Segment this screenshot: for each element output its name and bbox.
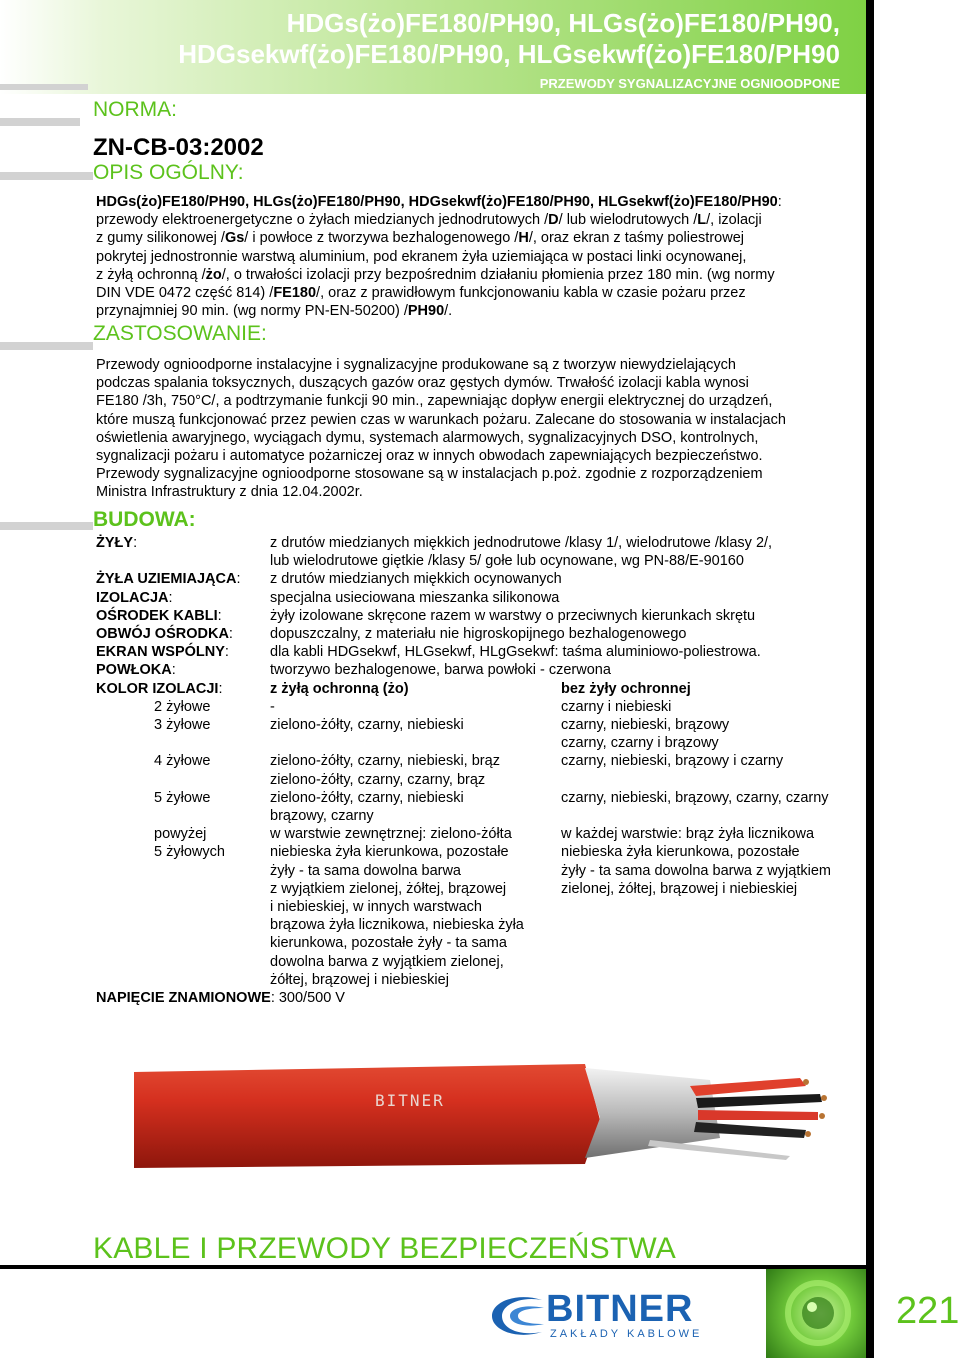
opis-bold-run: D <box>548 212 559 229</box>
kolor-with-line: zielono-żółty, czarny, niebieski, brąz <box>270 753 500 770</box>
kolor-count-line: powyżej <box>154 826 207 843</box>
bitner-logo <box>486 1286 716 1346</box>
document-subtitle: PRZEWODY SYGNALIZACYJNE OGNIOODPONE <box>539 76 840 91</box>
spec-label-text: IZOLACJA <box>96 589 169 606</box>
budowa-heading: BUDOWA: <box>93 508 196 531</box>
opis-line <box>96 248 866 266</box>
spec-label <box>96 589 270 607</box>
kolor-without-line: żyły - ta sama dowolna barwa z wyjątkiem <box>561 862 831 879</box>
kolor-row <box>96 752 866 788</box>
opis-bold-run: PH90 <box>407 303 445 320</box>
kolor-with-line: dowolna barwa z wyjątkiem zielonej, <box>270 953 504 970</box>
section-footer-title: KABLE I PRZEWODY BEZPIECZEŃSTWA <box>93 1232 676 1265</box>
kolor-with-line: kierunkowa, pozostałe żyły - ta sama <box>270 935 507 952</box>
opis-bold-run: L <box>697 212 707 229</box>
zastosowanie-line: podczas spalania toksycznych, duszących gazów oraz gęstych dymów. Trwałość izolacji kabla wynosi <box>96 375 749 392</box>
opis-line <box>96 302 866 320</box>
opis-bold-run: HDGs(żo)FE180/PH90, HLGs(żo)FE180/PH90, HDGsekwf(żo)FE180/PH90, HLGsekwf(żo)FE180/PH90 <box>96 194 778 210</box>
norma-heading: NORMA: <box>93 98 177 121</box>
spec-value <box>270 589 866 607</box>
kolor-with-line: z wyjątkiem zielonej, żółtej, brązowej <box>270 880 507 897</box>
kolor-with-line: i niebieskiej, w innych warstwach <box>270 899 482 916</box>
spec-value <box>270 643 866 661</box>
zastosowanie-line: Ministra Infrastruktury z dnia 12.04.2002r. <box>96 484 363 501</box>
opis-text-run: pokrytej jednostronnie warstwą aluminium, pod ekranem żyła uziemiająca w postaci linki ocynowanej, <box>96 248 747 265</box>
spec-row <box>96 625 866 643</box>
page-number: 221 <box>896 1290 960 1332</box>
opis-text-run: /. <box>444 303 453 320</box>
opis-text-run: przewody elektroenergetyczne o żyłach miedzianych jednodrutowych / <box>96 212 549 229</box>
kolor-count <box>154 789 270 825</box>
kolor-count <box>154 752 270 788</box>
opis-line <box>96 193 866 211</box>
gray-bar <box>0 522 93 530</box>
spec-value-line: lub wielodrutowe giętkie /klasy 5/ gołe lub ocynowane, wg PN-88/E-90160 <box>270 553 744 570</box>
spec-value-line: dopuszczalny, z materiału nie higroskopijnego bezhalogenowego <box>270 626 687 643</box>
gray-bar <box>0 118 80 126</box>
spec-colon: : <box>218 680 223 697</box>
zastosowanie-heading: ZASTOSOWANIE: <box>93 322 267 345</box>
spec-label <box>96 625 270 643</box>
kolor-with-line: żółtej, brązowej i niebieskiej <box>270 971 449 988</box>
zastosowanie-line: FE180 /3h, 750°C/, a podtrzymanie funkcji 90 min., zapewniając dopływ energii elektrycznej do urządzeń, <box>96 393 773 410</box>
kolor-count-line: 3 żyłowe <box>154 717 211 734</box>
kolor-with-line: w warstwie zewnętrznej: zielono-żółta <box>270 826 512 843</box>
spec-label-text: POWŁOKA <box>96 662 172 679</box>
zastosowanie-line: sygnalizacji pożaru i automatyce pożarniczej oraz w innych obwodach zapewniających bezpieczeństwo. <box>96 448 763 465</box>
spec-label-text: OŚRODEK KABLI <box>96 607 218 624</box>
zastosowanie-line: Przewody ognioodporne instalacyjne i sygnalizacyjne produkowane są z tworzyw niewydzielających <box>96 357 736 373</box>
kolor-without <box>561 698 866 716</box>
gray-bar <box>0 84 88 90</box>
spec-label-text: ŻYŁY <box>96 535 134 551</box>
kolor-without-line: w każdej warstwie: brąz żyła licznikowa <box>561 826 815 843</box>
opis-bold-run: żo <box>205 266 222 283</box>
opis-text-run: z żyłą ochronną / <box>96 266 206 283</box>
kolor-count-line: 2 żyłowe <box>154 698 211 715</box>
opis-text-run: / i powłoce z tworzywa bezhalogenowego / <box>244 230 519 247</box>
green-cable-photo <box>766 1269 866 1358</box>
spec-value-line: tworzywo bezhalogenowe, barwa powłoki - czerwona <box>270 662 611 679</box>
spec-colon: : <box>171 662 176 679</box>
spec-colon: : <box>217 607 222 624</box>
spec-value <box>270 607 866 625</box>
header-banner <box>0 0 866 94</box>
right-divider-bar <box>866 0 874 1358</box>
spec-label-text: OBWÓJ OŚRODKA <box>96 626 229 643</box>
kolor-without <box>561 716 866 752</box>
spec-row <box>96 570 866 588</box>
kolor-header-row <box>96 680 866 698</box>
kolor-with <box>270 752 561 788</box>
logo-tagline: ZAKŁADY KABLOWE <box>550 1328 703 1340</box>
document-title <box>40 8 840 70</box>
kolor-without <box>561 825 866 989</box>
zastosowanie-line: oświetlenia awaryjnego, wyciągach dymu, systemach alarmowych, sygnalizacyjnych DSO, kontrolnych, <box>96 429 759 446</box>
opis-text-run: /, oraz ekran z taśmy poliestrowej <box>528 230 744 247</box>
opis-text-run: : <box>777 194 782 210</box>
footer-rule <box>0 1265 874 1269</box>
title-line-1: HDGs(żo)FE180/PH90, HLGs(żo)FE180/PH90, <box>286 8 840 38</box>
opis-paragraph <box>96 193 866 320</box>
opis-text-run: DIN VDE 0472 część 814) / <box>96 285 274 302</box>
spec-label-text: KOLOR IZOLACJI <box>96 680 219 697</box>
logo-swoosh-icon <box>486 1286 548 1346</box>
opis-line <box>96 229 866 247</box>
opis-text-run: / lub wielodrutowych / <box>558 212 698 229</box>
spec-label <box>96 607 270 625</box>
kolor-indent <box>96 825 154 989</box>
opis-line <box>96 284 866 302</box>
spec-value-line: żyły izolowane skręcone razem w warstwy o przeciwnych kierunkach skrętu <box>270 607 756 624</box>
kolor-count-line: 4 żyłowe <box>154 753 211 770</box>
spec-value <box>270 570 866 588</box>
napiecie-label: NAPIĘCIE ZNAMIONOWE <box>96 990 271 1007</box>
gray-bar <box>0 172 93 180</box>
spec-value-line: z drutów miedzianych miękkich jednodrutowe /klasy 1/, wielodrutowe /klasy 2/, <box>270 535 773 551</box>
spec-row <box>96 534 866 570</box>
kolor-without <box>561 789 866 825</box>
kolor-with-line: - <box>270 698 275 715</box>
kolor-row <box>96 716 866 752</box>
kolor-without-line: zielonej, żółtej, brązowej i niebieskiej <box>561 880 798 897</box>
spec-label <box>96 570 270 588</box>
spec-row <box>96 589 866 607</box>
kolor-without-line: czarny i niebieski <box>561 698 672 715</box>
opis-line <box>96 266 866 284</box>
title-line-2: HDGsekwf(żo)FE180/PH90, HLGsekwf(żo)FE180/PH90 <box>178 39 840 69</box>
spec-colon: : <box>236 571 241 588</box>
kolor-indent <box>96 752 154 788</box>
spec-row <box>96 607 866 625</box>
kolor-with <box>270 825 561 989</box>
kolor-without-line: niebieska żyła kierunkowa, pozostałe <box>561 844 800 861</box>
spec-label <box>96 643 270 661</box>
kolor-with-line: brązowa żyła licznikowa, niebieska żyła <box>270 917 524 934</box>
spec-label-text: ŻYŁA UZIEMIAJĄCA <box>96 571 237 588</box>
opis-text-run: przynajmniej 90 min. (wg normy PN-EN-50200) / <box>96 303 408 320</box>
opis-bold-run: Gs <box>224 230 245 247</box>
kolor-with <box>270 716 561 752</box>
zastosowanie-line: które muszą funkcjonować przez pewien czas w warunkach pożaru. Zalecane do stosowania w instalacjach <box>96 411 786 428</box>
opis-heading: OPIS OGÓLNY: <box>93 161 244 184</box>
kolor-with-line: niebieska żyła kierunkowa, pozostałe <box>270 844 509 861</box>
kolor-count <box>154 716 270 752</box>
kolor-col-with-header: z żyłą ochronną (żo) <box>270 680 409 697</box>
cable-photo <box>130 1060 830 1170</box>
kolor-without <box>561 752 866 788</box>
spec-value <box>270 534 866 570</box>
kolor-without-line: czarny, niebieski, brązowy i czarny <box>561 753 784 770</box>
spec-label <box>96 534 270 570</box>
kolor-indent <box>96 789 154 825</box>
kolor-with-line: brązowy, czarny <box>270 808 374 825</box>
kolor-count-line: 5 żyłowych <box>154 844 225 861</box>
napiecie-value: : 300/500 V <box>270 990 345 1007</box>
opis-bold-run: FE180 <box>273 285 317 302</box>
spec-row <box>96 661 866 679</box>
zastosowanie-paragraph <box>96 356 866 502</box>
kolor-with-line: zielono-żółty, czarny, niebieski <box>270 789 464 806</box>
kolor-row <box>96 825 866 989</box>
spec-colon: : <box>224 644 229 661</box>
kolor-count <box>154 825 270 989</box>
gray-bar <box>0 342 93 350</box>
norma-value: ZN-CB-03:2002 <box>93 134 264 161</box>
kolor-with <box>270 698 561 716</box>
opis-line <box>96 211 866 229</box>
kolor-with-line: zielono-żółty, czarny, czarny, brąz <box>270 771 486 788</box>
kolor-indent <box>96 716 154 752</box>
spec-colon: : <box>228 626 233 643</box>
kolor-without-line: czarny, czarny i brązowy <box>561 735 719 752</box>
spec-colon: : <box>133 535 138 551</box>
cable-print: BITNER <box>375 1091 445 1110</box>
kolor-row <box>96 789 866 825</box>
opis-text-run: /, oraz z prawidłowym funkcjonowaniu kabla w czasie pożaru przez <box>316 285 746 302</box>
kolor-with-line: zielono-żółty, czarny, niebieski <box>270 717 464 734</box>
kolor-indent <box>96 698 154 716</box>
logo-wordmark: BITNER <box>546 1288 694 1330</box>
opis-text-run: /, izolacji <box>706 212 762 229</box>
cable-cross-section-icon <box>766 1269 866 1358</box>
spec-row <box>96 643 866 661</box>
kolor-count <box>154 698 270 716</box>
spec-value-line: dla kabli HDGsekwf, HLGsekwf, HLgGsekwf: taśma aluminiowo-poliestrowa. <box>270 644 761 661</box>
spec-value <box>270 661 866 679</box>
spec-label <box>96 661 270 679</box>
spec-colon: : <box>168 589 173 606</box>
spec-label-text: EKRAN WSPÓLNY <box>96 644 225 661</box>
kolor-without-line: czarny, niebieski, brązowy <box>561 717 730 734</box>
spec-value-line: z drutów miedzianych miękkich ocynowanych <box>270 571 562 588</box>
napiecie-row <box>96 989 866 1007</box>
kolor-count-line: 5 żyłowe <box>154 789 211 806</box>
kolor-row <box>96 698 866 716</box>
opis-text-run: /, o trwałości izolacji przy bezpośrednim działaniu płomienia przez 180 min. (wg normy <box>221 266 775 283</box>
spec-value-line: specjalna usieciowana mieszanka silikonowa <box>270 589 560 606</box>
opis-bold-run: H <box>518 230 529 247</box>
kolor-with <box>270 789 561 825</box>
kolor-with-line: żyły - ta sama dowolna barwa <box>270 862 461 879</box>
kolor-without-line: czarny, niebieski, brązowy, czarny, czarny <box>561 789 829 806</box>
spec-value <box>270 625 866 643</box>
opis-text-run: z gumy silikonowej / <box>96 230 225 247</box>
zastosowanie-line: Przewody sygnalizacyjne ognioodporne stosowane są w instalacjach p.poż. zgodnie z rozporządzeniem <box>96 466 763 483</box>
kolor-label <box>96 680 270 698</box>
budowa-spec <box>96 534 866 1007</box>
kolor-col-without-header: bez żyły ochronnej <box>561 680 691 697</box>
